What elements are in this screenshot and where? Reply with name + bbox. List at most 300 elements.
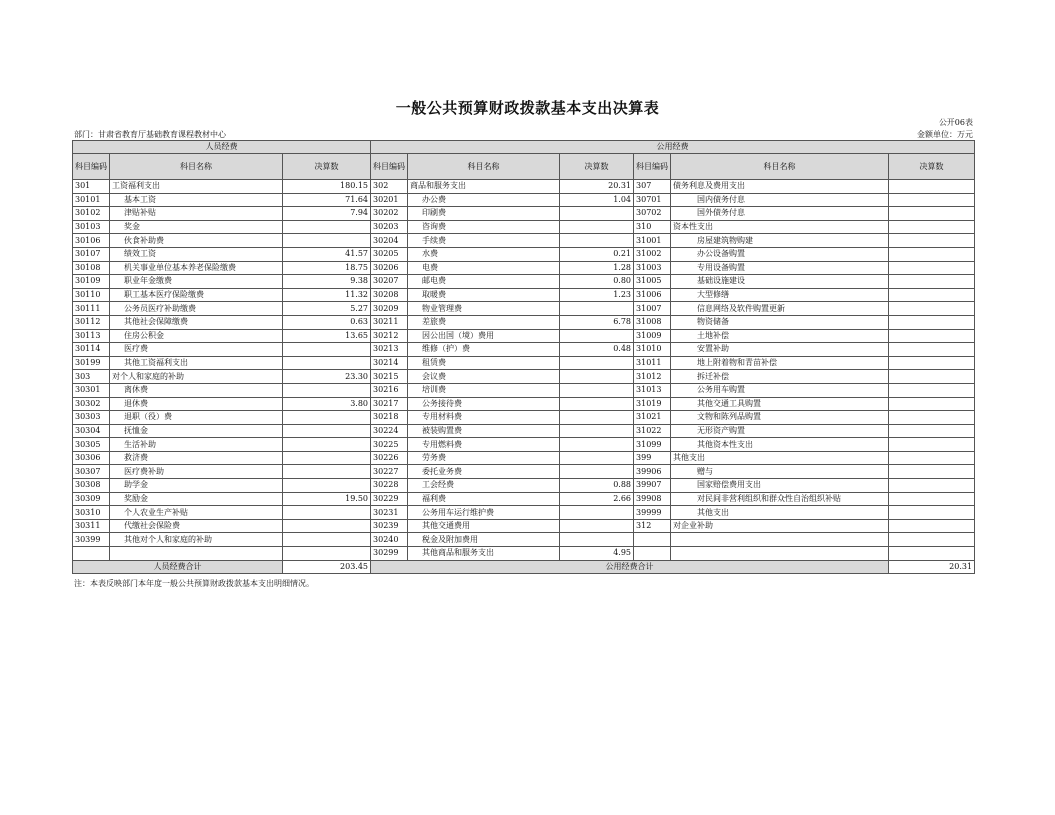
- amount-cell: [889, 329, 975, 343]
- name-cell: 医疗费补助: [110, 465, 283, 479]
- amount-cell: [889, 519, 975, 533]
- amount-cell: [560, 220, 634, 234]
- amount-cell: [889, 288, 975, 302]
- amount-cell: [560, 302, 634, 316]
- code-cell: 30112: [73, 315, 110, 329]
- name-cell: 福利费: [408, 492, 560, 506]
- name-cell: 手续费: [408, 234, 560, 248]
- name-cell: 其他支出: [671, 506, 889, 520]
- amount-cell: [560, 465, 634, 479]
- amount-cell: [889, 547, 975, 561]
- code-cell: 310: [634, 220, 671, 234]
- name-cell: 被装购置费: [408, 424, 560, 438]
- code-cell: 30214: [371, 356, 408, 370]
- code-cell: 30225: [371, 438, 408, 452]
- code-cell: 30216: [371, 383, 408, 397]
- amount-cell: [283, 424, 371, 438]
- amount-cell: 0.21: [560, 247, 634, 261]
- header-code: 科目编码: [634, 154, 671, 180]
- name-cell: 退职（役）费: [110, 411, 283, 425]
- code-cell: 30311: [73, 519, 110, 533]
- amount-cell: [560, 506, 634, 520]
- code-cell: 31006: [634, 288, 671, 302]
- amount-cell: [889, 261, 975, 275]
- name-cell: 其他支出: [671, 451, 889, 465]
- amount-cell: [283, 234, 371, 248]
- name-cell: 无形资产购置: [671, 424, 889, 438]
- amount-cell: [283, 411, 371, 425]
- name-cell: 国外债务付息: [671, 207, 889, 221]
- name-cell: 咨询费: [408, 220, 560, 234]
- name-cell: 专用材料费: [408, 411, 560, 425]
- code-cell: 39906: [634, 465, 671, 479]
- amount-cell: [560, 234, 634, 248]
- department-label: 部门：甘肃省教育厅基础教育课程教材中心: [74, 130, 226, 139]
- code-cell: 30202: [371, 207, 408, 221]
- code-cell: 30302: [73, 397, 110, 411]
- amount-cell: [560, 397, 634, 411]
- code-cell: 303: [73, 370, 110, 384]
- code-cell: 30113: [73, 329, 110, 343]
- unit-label: 金额单位：万元: [917, 130, 973, 139]
- table-row: [73, 492, 975, 506]
- code-cell: 39908: [634, 492, 671, 506]
- header-name: 科目名称: [408, 154, 560, 180]
- column-header-row: [73, 154, 975, 180]
- code-cell: 30701: [634, 193, 671, 207]
- amount-cell: [889, 220, 975, 234]
- table-row: [73, 207, 975, 221]
- personnel-total-value: 203.45: [283, 560, 371, 573]
- amount-cell: 1.04: [560, 193, 634, 207]
- table-row: [73, 451, 975, 465]
- amount-cell: [889, 465, 975, 479]
- amount-cell: 18.75: [283, 261, 371, 275]
- name-cell: 其他交通工具购置: [671, 397, 889, 411]
- code-cell: 30399: [73, 533, 110, 547]
- table-row: [73, 180, 975, 194]
- amount-cell: [560, 356, 634, 370]
- table-code: 公开06表: [938, 118, 973, 127]
- code-cell: 30206: [371, 261, 408, 275]
- code-cell: 30106: [73, 234, 110, 248]
- table-row: [73, 220, 975, 234]
- name-cell: 地上附着物和青苗补偿: [671, 356, 889, 370]
- name-cell: 助学金: [110, 479, 283, 493]
- code-cell: 30303: [73, 411, 110, 425]
- code-cell: 31011: [634, 356, 671, 370]
- amount-cell: [283, 506, 371, 520]
- header-name: 科目名称: [110, 154, 283, 180]
- code-cell: 30199: [73, 356, 110, 370]
- code-cell: 31007: [634, 302, 671, 316]
- name-cell: 职工基本医疗保险缴费: [110, 288, 283, 302]
- name-cell: 大型修缮: [671, 288, 889, 302]
- amount-cell: [283, 465, 371, 479]
- amount-cell: [889, 234, 975, 248]
- code-cell: 307: [634, 180, 671, 194]
- name-cell: 资本性支出: [671, 220, 889, 234]
- code-cell: 30305: [73, 438, 110, 452]
- amount-cell: 0.80: [560, 275, 634, 289]
- code-cell: 30308: [73, 479, 110, 493]
- name-cell: 委托业务费: [408, 465, 560, 479]
- code-cell: 30310: [73, 506, 110, 520]
- code-cell: 30212: [371, 329, 408, 343]
- code-cell: 30205: [371, 247, 408, 261]
- name-cell: 其他商品和服务支出: [408, 547, 560, 561]
- amount-cell: [560, 207, 634, 221]
- code-cell: [634, 547, 671, 561]
- amount-cell: 41.57: [283, 247, 371, 261]
- footnote: 注：本表反映部门本年度一般公共预算财政拨款基本支出明细情况。: [74, 579, 314, 588]
- code-cell: 31001: [634, 234, 671, 248]
- name-cell: 工会经费: [408, 479, 560, 493]
- public-total-value: 20.31: [889, 560, 975, 573]
- table-row: [73, 465, 975, 479]
- amount-cell: [560, 329, 634, 343]
- code-cell: 30227: [371, 465, 408, 479]
- name-cell: 办公设备购置: [671, 247, 889, 261]
- code-cell: 30231: [371, 506, 408, 520]
- amount-cell: [560, 533, 634, 547]
- name-cell: 商品和服务支出: [408, 180, 560, 194]
- name-cell: 债务利息及费用支出: [671, 180, 889, 194]
- amount-cell: [560, 438, 634, 452]
- code-cell: 30239: [371, 519, 408, 533]
- table-row: [73, 519, 975, 533]
- name-cell: 其他工资福利支出: [110, 356, 283, 370]
- amount-cell: 2.66: [560, 492, 634, 506]
- name-cell: 对民间非营利组织和群众性自治组织补贴: [671, 492, 889, 506]
- name-cell: 取暖费: [408, 288, 560, 302]
- amount-cell: [889, 492, 975, 506]
- name-cell: 会议费: [408, 370, 560, 384]
- code-cell: 30224: [371, 424, 408, 438]
- table-row: [73, 275, 975, 289]
- code-cell: 301: [73, 180, 110, 194]
- amount-cell: [560, 424, 634, 438]
- amount-cell: [283, 343, 371, 357]
- amount-cell: 5.27: [283, 302, 371, 316]
- name-cell: 国家赔偿费用支出: [671, 479, 889, 493]
- code-cell: 30309: [73, 492, 110, 506]
- code-cell: 31019: [634, 397, 671, 411]
- amount-cell: 0.88: [560, 479, 634, 493]
- table-row: [73, 288, 975, 302]
- amount-cell: 3.80: [283, 397, 371, 411]
- name-cell: 公务用车购置: [671, 383, 889, 397]
- code-cell: 31099: [634, 438, 671, 452]
- code-cell: 30102: [73, 207, 110, 221]
- header-name: 科目名称: [671, 154, 889, 180]
- code-cell: 30228: [371, 479, 408, 493]
- header-code: 科目编码: [371, 154, 408, 180]
- amount-cell: 1.28: [560, 261, 634, 275]
- code-cell: [73, 547, 110, 561]
- name-cell: 退休费: [110, 397, 283, 411]
- code-cell: 30702: [634, 207, 671, 221]
- amount-cell: [560, 451, 634, 465]
- amount-cell: [889, 533, 975, 547]
- amount-cell: [889, 424, 975, 438]
- table-row: [73, 438, 975, 452]
- name-cell: 救济费: [110, 451, 283, 465]
- amount-cell: [560, 370, 634, 384]
- totals-row: [73, 560, 975, 573]
- name-cell: 伙食补助费: [110, 234, 283, 248]
- name-cell: 邮电费: [408, 275, 560, 289]
- table-row: [73, 247, 975, 261]
- personnel-total-label: 人员经费合计: [73, 560, 283, 573]
- name-cell: 办公费: [408, 193, 560, 207]
- name-cell: 其他社会保障缴费: [110, 315, 283, 329]
- header-code: 科目编码: [73, 154, 110, 180]
- amount-cell: [283, 451, 371, 465]
- table-row: [73, 397, 975, 411]
- name-cell: [671, 533, 889, 547]
- code-cell: 30103: [73, 220, 110, 234]
- name-cell: [110, 547, 283, 561]
- name-cell: 专用设备购置: [671, 261, 889, 275]
- code-cell: 30110: [73, 288, 110, 302]
- code-cell: 39907: [634, 479, 671, 493]
- code-cell: 30306: [73, 451, 110, 465]
- amount-cell: [560, 383, 634, 397]
- name-cell: 培训费: [408, 383, 560, 397]
- amount-cell: [889, 247, 975, 261]
- code-cell: 30207: [371, 275, 408, 289]
- code-cell: 30108: [73, 261, 110, 275]
- amount-cell: 19.50: [283, 492, 371, 506]
- name-cell: 文物和陈列品购置: [671, 411, 889, 425]
- header-amount: 决算数: [560, 154, 634, 180]
- code-cell: 31002: [634, 247, 671, 261]
- amount-cell: 0.48: [560, 343, 634, 357]
- name-cell: 印刷费: [408, 207, 560, 221]
- table-row: [73, 547, 975, 561]
- name-cell: 因公出国（境）费用: [408, 329, 560, 343]
- name-cell: 物资储备: [671, 315, 889, 329]
- table-row: [73, 343, 975, 357]
- name-cell: 个人农业生产补贴: [110, 506, 283, 520]
- table-row: [73, 479, 975, 493]
- expenditure-table: [72, 140, 975, 574]
- code-cell: 30217: [371, 397, 408, 411]
- name-cell: 税金及附加费用: [408, 533, 560, 547]
- code-cell: 30107: [73, 247, 110, 261]
- code-cell: 30201: [371, 193, 408, 207]
- code-cell: 31010: [634, 343, 671, 357]
- amount-cell: [283, 533, 371, 547]
- name-cell: 生活补助: [110, 438, 283, 452]
- code-cell: 31022: [634, 424, 671, 438]
- code-cell: 30229: [371, 492, 408, 506]
- name-cell: 对个人和家庭的补助: [110, 370, 283, 384]
- name-cell: 其他资本性支出: [671, 438, 889, 452]
- name-cell: 劳务费: [408, 451, 560, 465]
- amount-cell: [283, 547, 371, 561]
- table-row: [73, 234, 975, 248]
- name-cell: 医疗费: [110, 343, 283, 357]
- amount-cell: [889, 356, 975, 370]
- name-cell: 抚恤金: [110, 424, 283, 438]
- amount-cell: 20.31: [560, 180, 634, 194]
- section-personnel: 人员经费: [73, 141, 371, 154]
- amount-cell: [283, 356, 371, 370]
- code-cell: 31021: [634, 411, 671, 425]
- public-total-label: 公用经费合计: [371, 560, 889, 573]
- amount-cell: [889, 411, 975, 425]
- name-cell: 拆迁补偿: [671, 370, 889, 384]
- amount-cell: [560, 411, 634, 425]
- name-cell: 物业管理费: [408, 302, 560, 316]
- code-cell: 399: [634, 451, 671, 465]
- table-row: [73, 329, 975, 343]
- name-cell: 其他对个人和家庭的补助: [110, 533, 283, 547]
- table-row: [73, 315, 975, 329]
- name-cell: 信息网络及软件购置更新: [671, 302, 889, 316]
- amount-cell: 7.94: [283, 207, 371, 221]
- header-amount: 决算数: [283, 154, 371, 180]
- code-cell: 30215: [371, 370, 408, 384]
- code-cell: 31005: [634, 275, 671, 289]
- amount-cell: 9.38: [283, 275, 371, 289]
- table-row: [73, 302, 975, 316]
- name-cell: 房屋建筑物购建: [671, 234, 889, 248]
- name-cell: 公务用车运行维护费: [408, 506, 560, 520]
- name-cell: 住房公积金: [110, 329, 283, 343]
- amount-cell: [889, 479, 975, 493]
- amount-cell: 6.78: [560, 315, 634, 329]
- table-row: [73, 411, 975, 425]
- amount-cell: [889, 193, 975, 207]
- amount-cell: [889, 451, 975, 465]
- code-cell: 30299: [371, 547, 408, 561]
- code-cell: 312: [634, 519, 671, 533]
- code-cell: 30208: [371, 288, 408, 302]
- code-cell: 30301: [73, 383, 110, 397]
- name-cell: 电费: [408, 261, 560, 275]
- name-cell: 维修（护）费: [408, 343, 560, 357]
- name-cell: 奖金: [110, 220, 283, 234]
- code-cell: 30109: [73, 275, 110, 289]
- amount-cell: [889, 397, 975, 411]
- code-cell: 30101: [73, 193, 110, 207]
- name-cell: 水费: [408, 247, 560, 261]
- name-cell: 租赁费: [408, 356, 560, 370]
- amount-cell: [889, 506, 975, 520]
- name-cell: 工资福利支出: [110, 180, 283, 194]
- amount-cell: [283, 220, 371, 234]
- table-row: [73, 261, 975, 275]
- section-header-row: [73, 141, 975, 154]
- amount-cell: [283, 383, 371, 397]
- code-cell: 30209: [371, 302, 408, 316]
- table-body: [73, 180, 975, 561]
- amount-cell: 13.65: [283, 329, 371, 343]
- amount-cell: [560, 519, 634, 533]
- code-cell: 30114: [73, 343, 110, 357]
- name-cell: 其他交通费用: [408, 519, 560, 533]
- code-cell: 30240: [371, 533, 408, 547]
- code-cell: 30226: [371, 451, 408, 465]
- name-cell: 绩效工资: [110, 247, 283, 261]
- amount-cell: [889, 207, 975, 221]
- code-cell: 30218: [371, 411, 408, 425]
- table-row: [73, 356, 975, 370]
- amount-cell: 0.63: [283, 315, 371, 329]
- amount-cell: 71.64: [283, 193, 371, 207]
- name-cell: 专用燃料费: [408, 438, 560, 452]
- amount-cell: [889, 370, 975, 384]
- table-row: [73, 383, 975, 397]
- name-cell: 基本工资: [110, 193, 283, 207]
- name-cell: 土地补偿: [671, 329, 889, 343]
- amount-cell: [283, 519, 371, 533]
- amount-cell: 23.30: [283, 370, 371, 384]
- section-public: 公用经费: [371, 141, 975, 154]
- amount-cell: [283, 438, 371, 452]
- table-row: [73, 193, 975, 207]
- code-cell: 30213: [371, 343, 408, 357]
- amount-cell: [889, 343, 975, 357]
- amount-cell: [889, 315, 975, 329]
- header-amount: 决算数: [889, 154, 975, 180]
- name-cell: 公务员医疗补助缴费: [110, 302, 283, 316]
- code-cell: [634, 533, 671, 547]
- amount-cell: 4.95: [560, 547, 634, 561]
- table-row: [73, 506, 975, 520]
- code-cell: 30307: [73, 465, 110, 479]
- name-cell: 对企业补助: [671, 519, 889, 533]
- code-cell: 30111: [73, 302, 110, 316]
- name-cell: 国内债务付息: [671, 193, 889, 207]
- name-cell: 机关事业单位基本养老保险缴费: [110, 261, 283, 275]
- code-cell: 30304: [73, 424, 110, 438]
- code-cell: 31003: [634, 261, 671, 275]
- code-cell: 302: [371, 180, 408, 194]
- table-row: [73, 370, 975, 384]
- amount-cell: 1.23: [560, 288, 634, 302]
- code-cell: 30204: [371, 234, 408, 248]
- name-cell: 安置补助: [671, 343, 889, 357]
- name-cell: 津贴补贴: [110, 207, 283, 221]
- amount-cell: [889, 438, 975, 452]
- code-cell: 31012: [634, 370, 671, 384]
- amount-cell: 180.15: [283, 180, 371, 194]
- name-cell: 奖励金: [110, 492, 283, 506]
- table-row: [73, 533, 975, 547]
- name-cell: 职业年金缴费: [110, 275, 283, 289]
- name-cell: 赠与: [671, 465, 889, 479]
- code-cell: 31013: [634, 383, 671, 397]
- name-cell: 公务接待费: [408, 397, 560, 411]
- name-cell: 代缴社会保险费: [110, 519, 283, 533]
- code-cell: 31008: [634, 315, 671, 329]
- name-cell: [671, 547, 889, 561]
- code-cell: 30211: [371, 315, 408, 329]
- amount-cell: [889, 302, 975, 316]
- amount-cell: [889, 180, 975, 194]
- amount-cell: [283, 479, 371, 493]
- code-cell: 39999: [634, 506, 671, 520]
- name-cell: 基础设施建设: [671, 275, 889, 289]
- name-cell: 离休费: [110, 383, 283, 397]
- page-title: 一般公共预算财政拨款基本支出决算表: [395, 99, 660, 117]
- amount-cell: 11.32: [283, 288, 371, 302]
- table-row: [73, 424, 975, 438]
